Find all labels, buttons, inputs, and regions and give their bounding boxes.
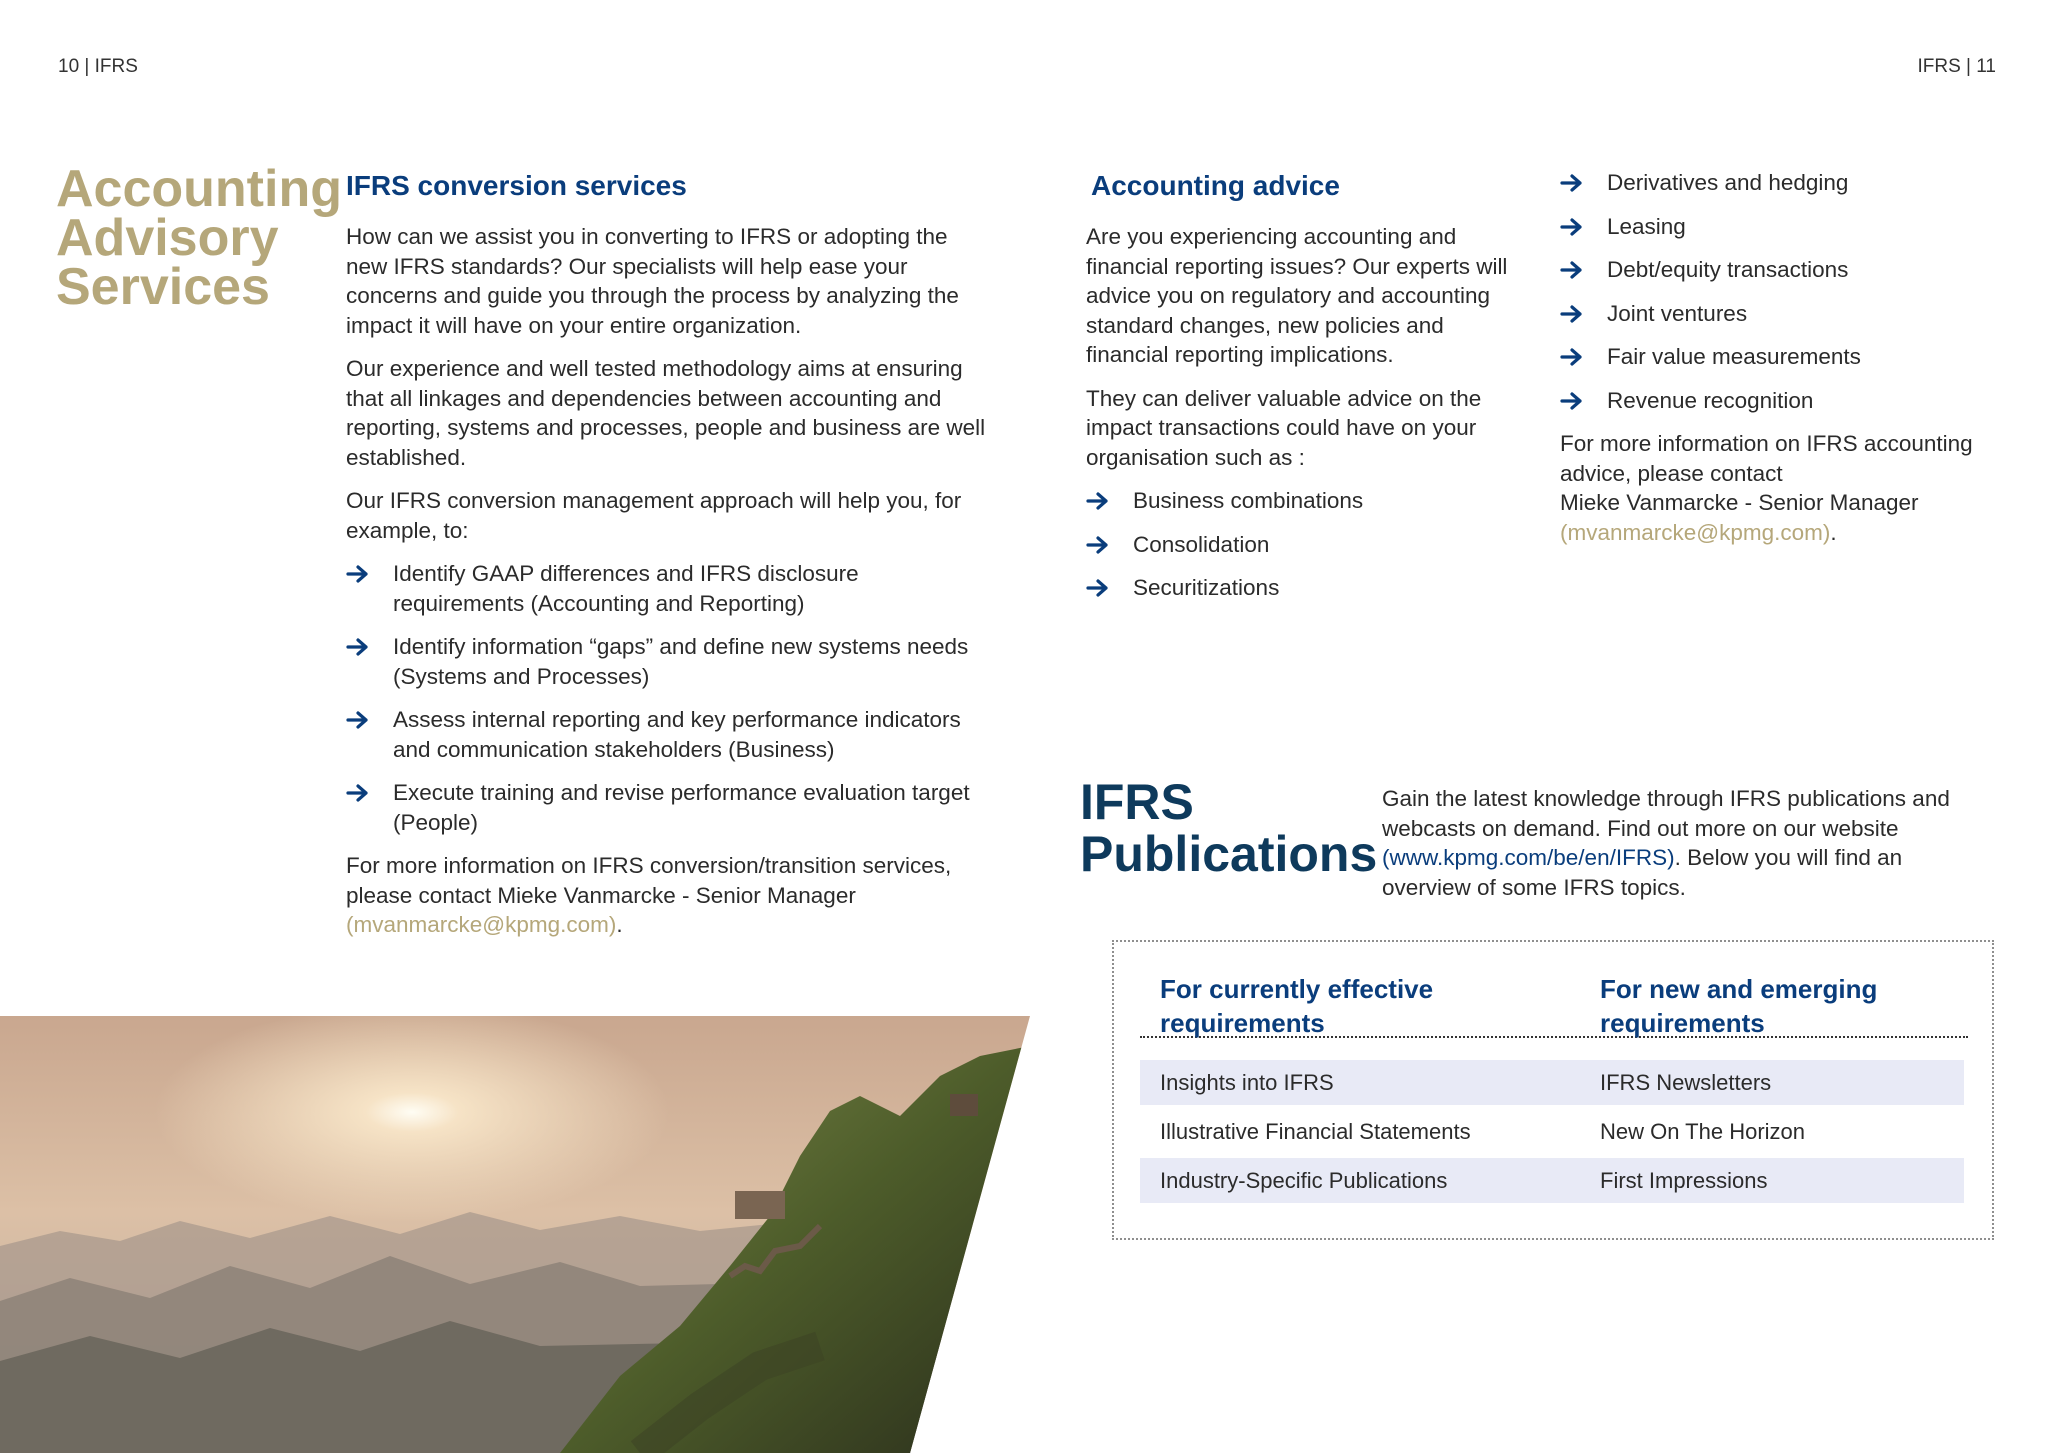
website-link[interactable]: (www.kpmg.com/be/en/IFRS) — [1382, 845, 1675, 870]
conversion-heading: IFRS conversion services — [346, 170, 687, 201]
advice-paragraph: Are you experiencing accounting and financial reporting issues? Our experts will advice you on regulatory and accounting standard changes, new policies and financial reporting implications. — [1086, 224, 1508, 367]
table-cell-link[interactable]: Industry-Specific Publications — [1160, 1168, 1448, 1193]
arrow-right-icon — [346, 784, 370, 802]
arrow-right-icon — [1560, 174, 1584, 192]
arrow-right-icon — [1560, 392, 1584, 410]
column-header-emerging: For new and emerging requirements — [1600, 974, 1878, 1038]
arrow-right-icon — [1086, 579, 1110, 597]
list-item — [1086, 486, 1526, 516]
arrow-right-icon — [1560, 305, 1584, 323]
list-item — [1560, 255, 2000, 285]
arrow-right-icon — [1560, 218, 1584, 236]
list-item — [346, 778, 986, 837]
table-row — [1140, 1158, 1964, 1203]
table-cell-link[interactable]: Insights into IFRS — [1160, 1070, 1334, 1095]
section-title-line: Accounting — [56, 160, 342, 218]
page-number-left: 10 | IFRS — [58, 56, 138, 77]
advice-heading: Accounting advice — [1091, 170, 1340, 201]
conversion-paragraph: Our IFRS conversion management approach will help you, for example, to: — [346, 488, 962, 543]
section-title — [56, 160, 342, 316]
great-wall-landscape-photo — [0, 1016, 1030, 1453]
conversion-services-column — [346, 169, 986, 954]
table-cell-link[interactable]: IFRS Newsletters — [1600, 1070, 1772, 1095]
publications-intro — [1382, 784, 1982, 902]
conversion-list — [346, 559, 986, 837]
contact-name: Mieke Vanmarcke - Senior Manager — [1560, 490, 1919, 515]
publications-text: . Below you will find an overview of some IFRS topics. — [1382, 845, 1903, 900]
list-item-text: Assess internal reporting and key performance indicators and communication stakeholders (Business) — [393, 707, 961, 762]
contact-text: For more information on IFRS conversion/transition services, please contact Mieke Vanmarcke - Senior Manager — [346, 853, 952, 908]
arrow-right-icon — [346, 638, 370, 656]
list-item — [1560, 386, 2000, 416]
table-cell-link[interactable]: Illustrative Financial Statements — [1160, 1119, 1471, 1144]
arrow-right-icon — [1560, 261, 1584, 279]
publications-title-line: Publications — [1080, 826, 1378, 882]
list-item — [1086, 530, 1526, 560]
accounting-advice-column — [1086, 169, 1526, 617]
list-item-text: Debt/equity transactions — [1607, 257, 1849, 282]
list-item-text: Execute training and revise performance evaluation target (People) — [393, 780, 970, 835]
accounting-advice-column-right — [1560, 168, 2000, 547]
list-item-text: Securitizations — [1133, 575, 1280, 600]
list-item-text: Joint ventures — [1607, 300, 1748, 326]
arrow-right-icon — [1086, 536, 1110, 554]
list-item-text: Revenue recognition — [1607, 387, 1814, 413]
list-item-text: Fair value measurements — [1607, 344, 1861, 369]
contact-email-link[interactable]: (mvanmarcke@kpmg.com) — [1560, 519, 1831, 545]
advice-list-left — [1086, 486, 1526, 603]
list-item — [346, 559, 986, 618]
list-item-text: Leasing — [1607, 213, 1686, 239]
conversion-paragraph: Our experience and well tested methodology aims at ensuring that all linkages and dependencies between accounting and reporting, systems and processes, people and business are well established. — [346, 356, 986, 470]
arrow-right-icon — [346, 711, 370, 729]
list-item — [1560, 168, 2000, 198]
conversion-contact — [346, 851, 986, 940]
list-item-text: Identify information “gaps” and define new systems needs (Systems and Processes) — [393, 634, 969, 689]
table-cell-link[interactable]: First Impressions — [1600, 1168, 1768, 1193]
list-item-text: Business combinations — [1133, 488, 1364, 513]
contact-text: For more information on IFRS accounting advice, please contact — [1560, 431, 1973, 486]
list-item-text: Derivatives and hedging — [1607, 170, 1849, 195]
table-cell-link[interactable]: New On The Horizon — [1600, 1119, 1806, 1144]
arrow-right-icon — [1560, 348, 1584, 366]
list-item — [1086, 573, 1526, 603]
contact-email-link[interactable]: (mvanmarcke@kpmg.com) — [346, 912, 617, 937]
list-item — [346, 705, 986, 764]
column-header-current: For currently effective requirements — [1160, 974, 1434, 1038]
contact-end: . — [616, 912, 623, 937]
section-title-line: Services — [56, 258, 270, 316]
list-item-text: Identify GAAP differences and IFRS disclosure requirements (Accounting and Reporting) — [393, 561, 859, 616]
conversion-paragraph: How can we assist you in converting to IFRS or adopting the new IFRS standards? Our specialists will help ease your concerns and guide you through the process by analyzing the impact it will have on your entire organization. — [346, 224, 959, 338]
arrow-right-icon — [346, 565, 370, 583]
publications-table — [1112, 940, 1994, 1240]
advice-paragraph: They can deliver valuable advice on the impact transactions could have on your organisation such as : — [1086, 385, 1482, 470]
contact-end: . — [1830, 519, 1837, 545]
table-header — [1140, 972, 1968, 1038]
list-item — [1560, 342, 2000, 372]
list-item-text: Consolidation — [1133, 531, 1270, 557]
advice-contact — [1560, 429, 2000, 547]
section-title-line: Advisory — [56, 209, 279, 267]
list-item — [1560, 212, 2000, 242]
table-row — [1140, 1109, 1964, 1154]
publications-title-line: IFRS — [1080, 774, 1194, 830]
list-item — [346, 632, 986, 691]
publications-text: Gain the latest knowledge through IFRS publications and webcasts on demand. Find out more on our website — [1382, 786, 1950, 841]
table-row — [1140, 1060, 1964, 1105]
page-number-right: IFRS | 11 — [1917, 56, 1996, 77]
arrow-right-icon — [1086, 492, 1110, 510]
list-item — [1560, 299, 2000, 329]
publications-title — [1080, 776, 1377, 880]
advice-list-right — [1560, 168, 2000, 415]
